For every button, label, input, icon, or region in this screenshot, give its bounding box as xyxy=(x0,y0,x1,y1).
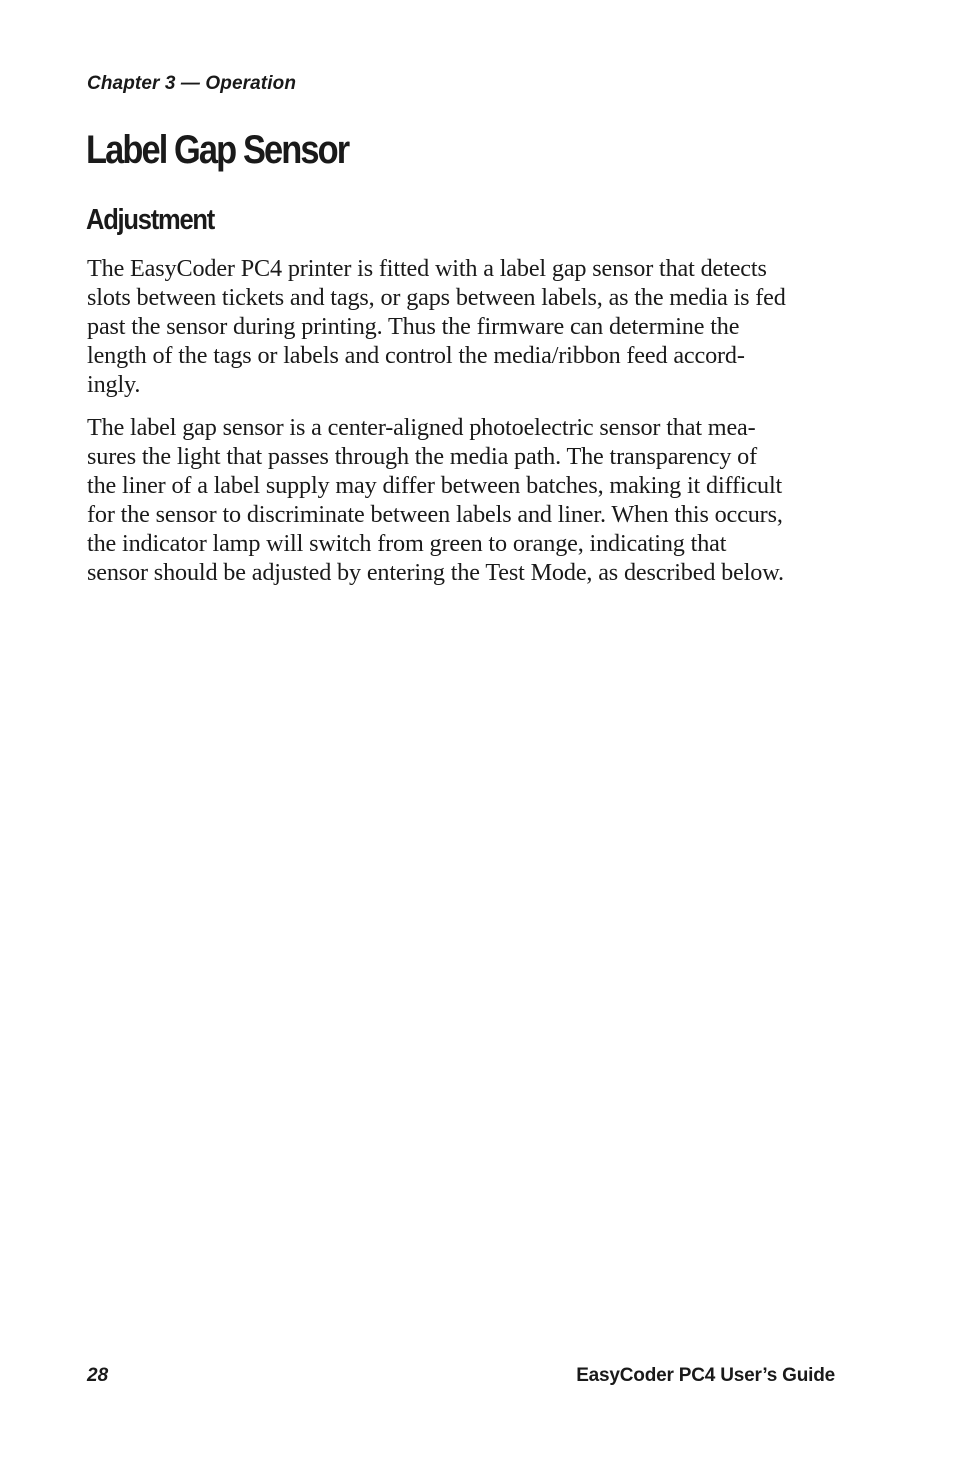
page-title: Label Gap Sensor xyxy=(86,128,349,172)
text-line: slots between tickets and tags, or gaps between labels, as the media is fed xyxy=(87,284,786,311)
text-line: the liner of a label supply may differ between batches, making it difficult xyxy=(87,472,783,499)
text-line: The EasyCoder PC4 printer is fitted with a label gap sensor that detects xyxy=(87,255,767,282)
body-text xyxy=(87,254,847,601)
text-line: the indicator lamp will switch from green to orange, indicating that xyxy=(87,530,727,557)
text-line: sensor should be adjusted by entering the Test Mode, as described below. xyxy=(87,559,784,586)
book-title: EasyCoder PC4 User’s Guide xyxy=(576,1365,835,1386)
text-line: sures the light that passes through the media path. The transparency of xyxy=(87,443,758,470)
paragraph xyxy=(87,254,847,399)
text-line: for the sensor to discriminate between labels and liner. When this occurs, xyxy=(87,501,783,528)
text-line: ingly. xyxy=(87,371,141,398)
text-line: past the sensor during printing. Thus the firmware can determine the xyxy=(87,313,740,340)
text-line: length of the tags or labels and control the media/ribbon feed accord- xyxy=(87,342,745,369)
section-heading: Adjustment xyxy=(86,204,215,236)
paragraph xyxy=(87,413,847,587)
text-line: The label gap sensor is a center-aligned photoelectric sensor that mea- xyxy=(87,414,756,441)
running-head: Chapter 3 — Operation xyxy=(87,73,297,94)
page-number: 28 xyxy=(87,1365,109,1386)
